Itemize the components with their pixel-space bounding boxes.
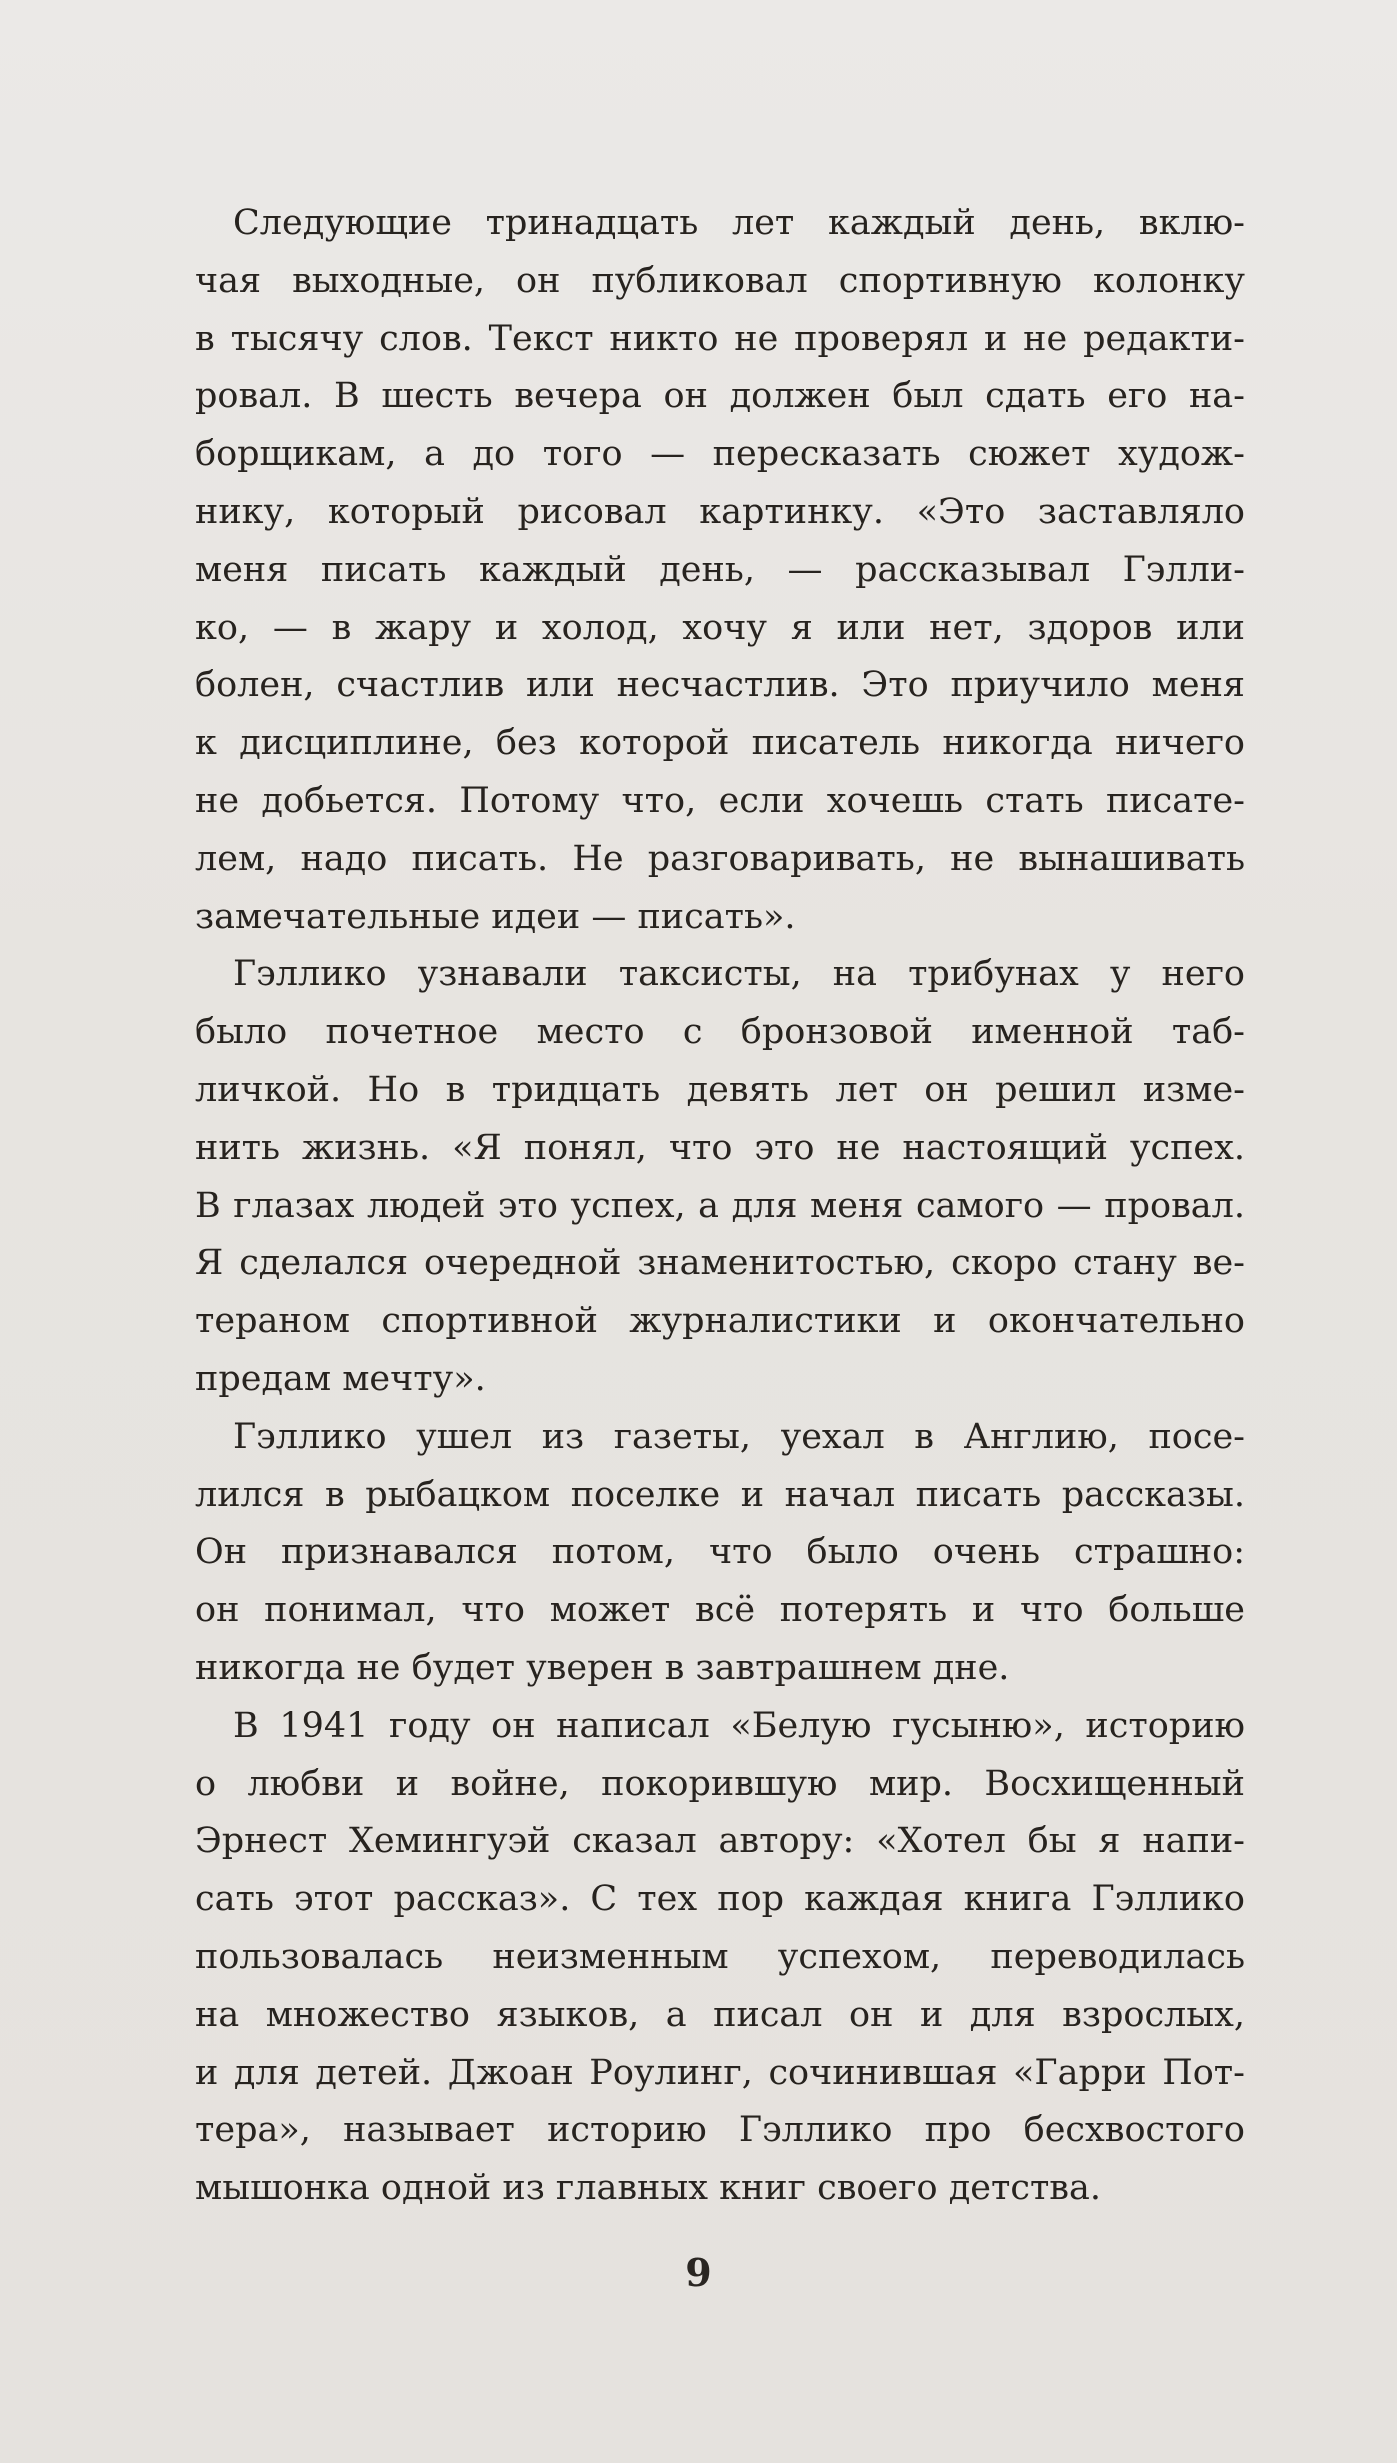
text-line: о любви и войне, покорившую мир. Восхищенный	[195, 1763, 1245, 1804]
text-line: не добьется. Потому что, если хочешь стать писате-	[195, 780, 1245, 821]
text-line: меня писать каждый день, — рассказывал Гэлли-	[195, 549, 1245, 590]
text-line: нить жизнь. «Я понял, что это не настоящий успех.	[195, 1127, 1245, 1168]
text-line: лился в рыбацком поселке и начал писать рассказы.	[195, 1474, 1245, 1515]
text-line: лем, надо писать. Не разговаривать, не вынашивать	[195, 838, 1245, 879]
text-line: Я сделался очередной знаменитостью, скоро стану ве-	[195, 1243, 1245, 1284]
text-line: тера», называет историю Гэллико про бесхвостого	[195, 2110, 1245, 2151]
text-line: сать этот рассказ». С тех пор каждая книга Гэллико	[195, 1879, 1245, 1920]
text-line: Он признавался потом, что было очень страшно:	[195, 1532, 1245, 1573]
body-text	[195, 195, 1245, 2218]
paragraph-3	[195, 1409, 1245, 1698]
text-line: В 1941 году он написал «Белую гусыню», историю	[233, 1705, 1245, 1746]
text-line: он понимал, что может всё потерять и что больше	[195, 1590, 1245, 1631]
text-line: в тысячу слов. Текст никто не проверял и не редакти-	[195, 318, 1245, 359]
text-line: тераном спортивной журналистики и окончательно	[195, 1301, 1245, 1342]
text-line: чая выходные, он публиковал спортивную колонку	[195, 260, 1245, 301]
text-line: предам мечту».	[195, 1358, 486, 1399]
text-line: на множество языков, а писал он и для взрослых,	[195, 1994, 1245, 2035]
text-line: В глазах людей это успех, а для меня самого — провал.	[195, 1185, 1245, 1226]
text-line: никогда не будет уверен в завтрашнем дне.	[195, 1647, 1010, 1688]
text-line: борщикам, а до того — пересказать сюжет худож-	[195, 434, 1245, 475]
paragraph-1	[195, 195, 1245, 946]
text-line: болен, счастлив или несчастлив. Это приучило меня	[195, 665, 1245, 706]
page-number: 9	[685, 2250, 712, 2295]
paragraph-2	[195, 946, 1245, 1408]
text-line: ко, — в жару и холод, хочу я или нет, здоров или	[195, 607, 1245, 648]
text-line: Следующие тринадцать лет каждый день, вклю-	[233, 203, 1245, 243]
text-line: ровал. В шесть вечера он должен был сдать его на-	[195, 376, 1245, 417]
text-line: мышонка одной из главных книг своего детства.	[195, 2168, 1102, 2209]
paragraph-4	[195, 1698, 1245, 2218]
text-line: замечательные идеи — писать».	[195, 896, 796, 937]
text-line: и для детей. Джоан Роулинг, сочинившая «Гарри Пот-	[195, 2052, 1245, 2093]
text-line: Эрнест Хемингуэй сказал автору: «Хотел бы я напи-	[195, 1821, 1245, 1862]
text-line: пользовалась неизменным успехом, переводилась	[195, 1936, 1245, 1977]
text-line: к дисциплине, без которой писатель никогда ничего	[195, 723, 1245, 764]
text-line: было почетное место с бронзовой именной таб-	[195, 1012, 1245, 1053]
text-line: Гэллико узнавали таксисты, на трибунах у него	[233, 954, 1245, 995]
text-line: личкой. Но в тридцать девять лет он решил изме-	[195, 1069, 1245, 1110]
text-line: нику, который рисовал картинку. «Это заставляло	[195, 491, 1245, 532]
text-line: Гэллико ушел из газеты, уехал в Англию, посе-	[233, 1416, 1245, 1457]
